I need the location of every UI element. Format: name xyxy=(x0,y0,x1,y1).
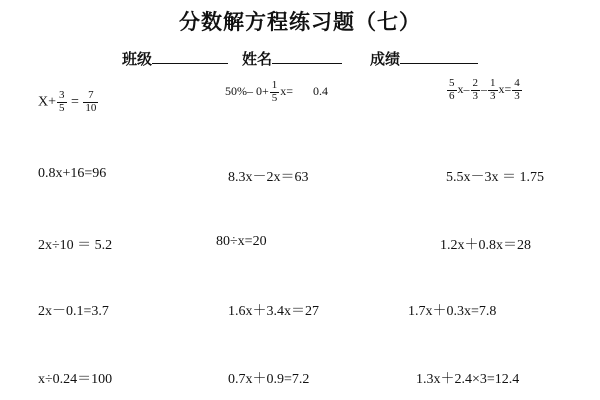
equation-r1c3: $\frac{5}{6}$ x– $\frac{2}{3}$ – $\frac{1}{3}$ x= $\frac{4}{3}$ xyxy=(449,77,520,102)
equation-r3c2: 80÷x=20 xyxy=(216,234,267,249)
class-field xyxy=(122,48,228,69)
equation-r1c1: X+ $\frac{3}{5}$ = $\frac{7}{10}$ xyxy=(38,89,97,114)
equation-r3c3: 1.2x＋0.8x＝28 xyxy=(440,238,531,253)
equation-r2c1: 0.8x+16=96 xyxy=(38,166,107,181)
class-blank[interactable] xyxy=(152,49,228,64)
equation-r1c2: 50%– 0+ $\frac{1}{5}$ x= 0.4 xyxy=(225,79,329,104)
equation-r2c3: 5.5x－3x ＝ 1.75 xyxy=(446,170,544,185)
name-label: 姓名 xyxy=(242,50,273,68)
equation-r4c1: 2x－0.1=3.7 xyxy=(38,304,109,319)
score-field xyxy=(370,48,478,69)
equation-r5c1: x÷0.24＝100 xyxy=(38,372,113,387)
equation-r5c3: 1.3x＋2.4×3=12.4 xyxy=(416,372,520,387)
page-title: 分数解方程练习题（七） xyxy=(179,10,421,34)
equation-r4c2: 1.6x＋3.4x＝27 xyxy=(228,304,319,319)
equation-r5c2: 0.7x＋0.9=7.2 xyxy=(228,372,310,387)
equation-r3c1: 2x÷10 ＝ 5.2 xyxy=(38,238,113,253)
name-field xyxy=(242,48,342,69)
equation-r2c2: 8.3x－2x＝63 xyxy=(228,170,309,185)
score-label: 成绩 xyxy=(370,50,401,68)
equation-r4c3: 1.7x＋0.3x=7.8 xyxy=(408,304,497,319)
class-label: 班级 xyxy=(122,50,153,68)
score-blank[interactable] xyxy=(400,49,478,64)
name-blank[interactable] xyxy=(272,49,342,64)
